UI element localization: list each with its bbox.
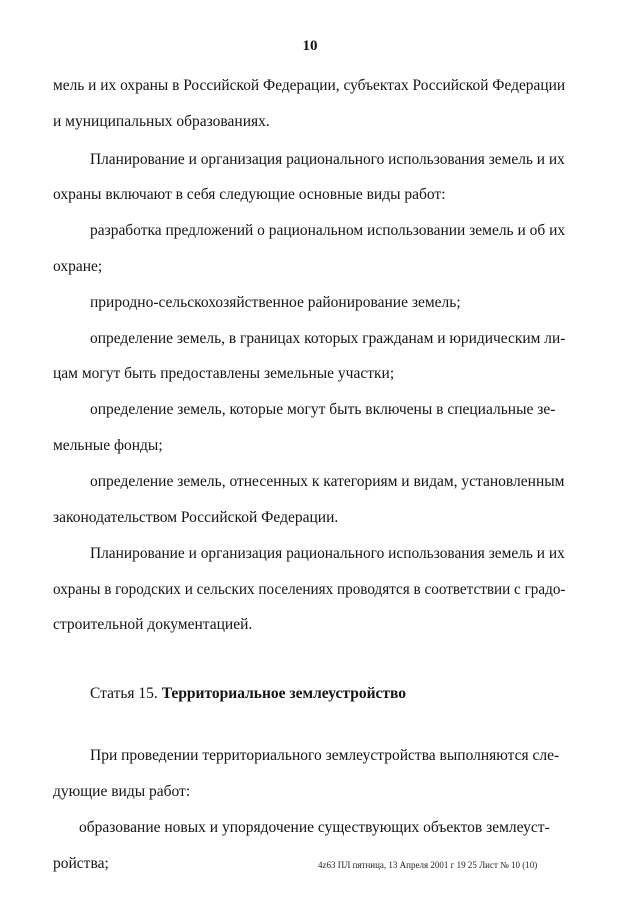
body-line: образование новых и упорядочение существующих объектов землеуст- xyxy=(79,819,550,836)
body-line: охраны в городских и сельских поселениях проводятся в соответствии с градо- xyxy=(53,581,566,598)
body-line: цам могут быть предоставлены земельные участки; xyxy=(53,365,395,382)
body-line: определение земель, в границах которых гражданам и юридическим ли- xyxy=(90,330,566,347)
body-line: и муниципальных образованиях. xyxy=(53,113,270,130)
body-line: При проведении территориального землеустройства выполняются сле- xyxy=(90,747,560,764)
body-line: разработка предложений о рациональном использовании земель и об их xyxy=(90,222,566,239)
body-line: ройства; xyxy=(53,855,109,872)
body-line: мельные фонды; xyxy=(53,437,163,454)
article-number: Статья 15. xyxy=(90,685,158,702)
body-line: Планирование и организация рационального использования земель и их xyxy=(90,545,565,562)
body-line: законодательством Российской Федерации. xyxy=(53,509,339,526)
body-line: дующие виды работ: xyxy=(53,783,191,800)
body-line: Планирование и организация рационального использования земель и их xyxy=(90,151,565,168)
article-title: Территориальное землеустройство xyxy=(161,685,407,702)
body-line: определение земель, которые могут быть включены в специальные зе- xyxy=(90,401,556,418)
page-number: 10 xyxy=(302,38,318,54)
body-line: определение земель, отнесенных к категориям и видам, установленным xyxy=(90,473,565,490)
body-line: охране; xyxy=(53,258,103,275)
page-footer: 4z63 ПЛ пятница, 13 Апреля 2001 г 19 25 Лист № 10 (10) xyxy=(318,860,538,870)
body-line: строительной документацией. xyxy=(53,616,253,633)
body-line: охраны включают в себя следующие основные виды работ: xyxy=(53,186,446,203)
body-line: природно-сельскохозяйственное районирование земель; xyxy=(90,294,461,311)
body-line: мель и их охраны в Российской Федерации, субъектах Российской Федерации xyxy=(53,77,566,94)
article-heading xyxy=(90,684,406,704)
